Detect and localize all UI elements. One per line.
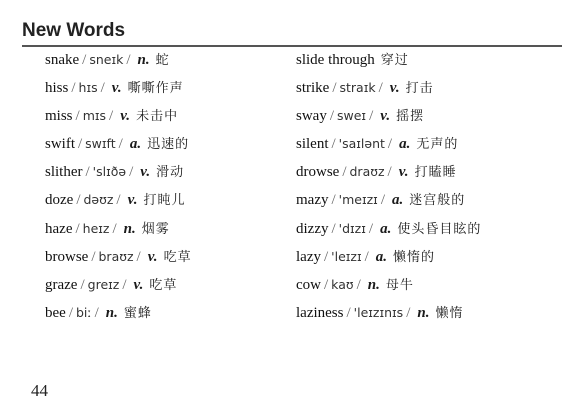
phonetic-slash: / bbox=[346, 304, 351, 321]
vocab-entry bbox=[296, 219, 481, 247]
phonetic-slash: / bbox=[369, 108, 374, 125]
entry-meaning: 打击 bbox=[405, 81, 434, 97]
entry-phonetic: heɪz bbox=[82, 220, 110, 236]
phonetic-slash: / bbox=[323, 248, 329, 265]
entry-part-of-speech: v. bbox=[380, 108, 391, 125]
phonetic-slash: / bbox=[122, 276, 127, 293]
entry-phonetic: draʊz bbox=[349, 164, 385, 180]
phonetic-slash: / bbox=[75, 108, 80, 125]
entry-phonetic: biː bbox=[76, 304, 92, 320]
entry-word: mazy bbox=[296, 192, 329, 209]
entry-word: snake bbox=[45, 52, 80, 68]
entry-word: laziness bbox=[296, 304, 344, 321]
phonetic-slash: / bbox=[331, 136, 336, 153]
phonetic-slash: / bbox=[331, 192, 336, 209]
entry-part-of-speech: a. bbox=[399, 136, 411, 153]
phonetic-slash: / bbox=[91, 248, 96, 265]
phonetic-slash: / bbox=[78, 136, 83, 153]
phonetic-slash: / bbox=[368, 220, 374, 237]
entry-word: swift bbox=[45, 136, 75, 153]
entry-phonetic: 'saɪlənt bbox=[338, 136, 385, 152]
entry-meaning: 穿过 bbox=[380, 53, 409, 68]
page-number: 44 bbox=[31, 381, 48, 400]
phonetic-slash: / bbox=[109, 108, 114, 125]
entry-word: haze bbox=[45, 220, 73, 237]
entry-word: strike bbox=[296, 80, 330, 97]
entry-part-of-speech: n. bbox=[123, 220, 136, 237]
vocab-entry bbox=[296, 247, 481, 275]
phonetic-slash: / bbox=[94, 304, 99, 321]
entry-phonetic: kaʊ bbox=[331, 276, 354, 292]
entry-part-of-speech: v. bbox=[127, 192, 138, 209]
header-rule bbox=[22, 45, 562, 47]
entry-meaning: 吃草 bbox=[163, 249, 192, 265]
phonetic-slash: / bbox=[342, 164, 347, 181]
phonetic-slash: / bbox=[126, 52, 131, 68]
entry-meaning: 迅速的 bbox=[147, 137, 190, 153]
entry-phonetic: braʊz bbox=[98, 248, 134, 264]
entry-part-of-speech: n. bbox=[137, 52, 150, 68]
phonetic-slash: / bbox=[68, 304, 73, 321]
vocab-entry bbox=[296, 303, 481, 331]
phonetic-slash: / bbox=[75, 220, 80, 237]
phonetic-slash: / bbox=[324, 276, 329, 293]
left-word-column bbox=[45, 50, 192, 331]
phonetic-slash: / bbox=[136, 248, 141, 265]
entry-part-of-speech: v. bbox=[389, 80, 400, 97]
entry-part-of-speech: v. bbox=[111, 80, 122, 97]
phonetic-slash: / bbox=[100, 80, 105, 97]
entry-word: miss bbox=[45, 108, 73, 125]
entry-word: slither bbox=[45, 164, 83, 181]
phonetic-slash: / bbox=[331, 220, 336, 237]
entry-word: dizzy bbox=[296, 220, 329, 237]
vocab-entry bbox=[296, 106, 481, 134]
entry-word: cow bbox=[296, 276, 321, 293]
entry-phonetic: greɪz bbox=[87, 276, 120, 292]
vocab-entry bbox=[45, 134, 192, 162]
phonetic-slash: / bbox=[406, 304, 411, 321]
entry-phonetic: 'leɪzɪnɪs bbox=[353, 304, 404, 320]
entry-word: browse bbox=[45, 248, 89, 265]
entry-phonetic: 'meɪzɪ bbox=[338, 192, 378, 208]
phonetic-slash: / bbox=[118, 136, 123, 153]
entry-meaning: 懒惰 bbox=[435, 305, 464, 321]
entry-meaning: 烟雾 bbox=[141, 221, 170, 237]
entry-part-of-speech: a. bbox=[375, 248, 388, 265]
entry-part-of-speech: a. bbox=[380, 220, 392, 237]
phonetic-slash: / bbox=[378, 80, 383, 97]
entry-phonetic: 'leɪzɪ bbox=[331, 248, 362, 264]
vocab-entry bbox=[296, 190, 481, 218]
vocab-entry bbox=[45, 219, 192, 247]
vocab-entry bbox=[45, 162, 192, 190]
vocab-entry bbox=[45, 78, 192, 106]
phonetic-slash: / bbox=[364, 248, 369, 265]
entry-phonetic: sweɪ bbox=[337, 108, 367, 124]
entry-part-of-speech: v. bbox=[120, 108, 131, 125]
entry-phonetic: sneɪk bbox=[89, 52, 124, 67]
entry-meaning: 使头昏目眩的 bbox=[397, 221, 482, 237]
entry-part-of-speech: a. bbox=[129, 136, 142, 153]
entry-meaning: 摇摆 bbox=[396, 109, 425, 125]
vocab-entry bbox=[296, 78, 481, 106]
vocab-entry bbox=[45, 50, 192, 78]
entry-meaning: 嘶嘶作声 bbox=[127, 81, 184, 97]
entry-word: graze bbox=[45, 276, 78, 293]
entry-part-of-speech: n. bbox=[105, 304, 118, 321]
entry-phonetic: 'dɪzɪ bbox=[338, 220, 366, 236]
section-title: New Words bbox=[22, 20, 126, 41]
entry-meaning: 无声的 bbox=[416, 137, 459, 153]
entry-phonetic: straɪk bbox=[339, 80, 376, 96]
section-header bbox=[22, 20, 562, 50]
entry-word: doze bbox=[45, 192, 74, 209]
entry-phonetic: hɪs bbox=[78, 80, 98, 96]
phonetic-slash: / bbox=[112, 220, 117, 237]
entry-meaning: 蛇 bbox=[155, 53, 170, 68]
phonetic-slash: / bbox=[80, 276, 85, 293]
entry-part-of-speech: v. bbox=[140, 164, 151, 181]
phonetic-slash: / bbox=[329, 108, 334, 125]
entry-part-of-speech: v. bbox=[147, 248, 158, 265]
entry-meaning: 母牛 bbox=[385, 277, 414, 293]
phonetic-slash: / bbox=[332, 80, 337, 97]
entry-phonetic: swɪft bbox=[85, 136, 116, 152]
vocab-entry bbox=[296, 134, 481, 162]
entry-word: silent bbox=[296, 136, 329, 153]
vocab-entry bbox=[45, 303, 192, 331]
entry-meaning: 蜜蜂 bbox=[123, 305, 152, 321]
entry-meaning: 吃草 bbox=[149, 277, 178, 293]
entry-part-of-speech: v. bbox=[133, 276, 144, 293]
phonetic-slash: / bbox=[76, 192, 81, 209]
vocab-entry bbox=[296, 50, 481, 78]
entry-part-of-speech: v. bbox=[398, 164, 409, 181]
entry-part-of-speech: a. bbox=[391, 192, 404, 209]
entry-word: lazy bbox=[296, 248, 321, 265]
entry-meaning: 未击中 bbox=[136, 109, 179, 125]
entry-meaning: 迷宫般的 bbox=[409, 193, 466, 209]
entry-meaning: 打瞌睡 bbox=[414, 165, 457, 181]
phonetic-slash: / bbox=[387, 136, 393, 153]
phonetic-slash: / bbox=[71, 80, 76, 97]
vocab-entry bbox=[45, 190, 192, 218]
entry-word: hiss bbox=[45, 80, 69, 97]
vocab-entry bbox=[296, 162, 481, 190]
vocab-entry bbox=[296, 275, 481, 303]
entry-phonetic: mɪs bbox=[82, 108, 107, 124]
vocab-entry bbox=[45, 247, 192, 275]
phonetic-slash: / bbox=[116, 192, 121, 209]
right-word-column bbox=[296, 50, 481, 331]
entry-meaning: 懒惰的 bbox=[393, 249, 436, 265]
entry-phonetic: 'slɪðə bbox=[92, 164, 127, 180]
phonetic-slash: / bbox=[387, 164, 392, 181]
entry-word: slide through bbox=[296, 52, 375, 68]
entry-part-of-speech: n. bbox=[367, 276, 380, 293]
entry-part-of-speech: n. bbox=[417, 304, 430, 321]
entry-meaning: 打盹儿 bbox=[143, 193, 186, 209]
phonetic-slash: / bbox=[129, 164, 134, 181]
entry-word: bee bbox=[45, 304, 66, 321]
entry-phonetic: dəʊz bbox=[83, 192, 114, 208]
phonetic-slash: / bbox=[85, 164, 90, 181]
entry-word: drowse bbox=[296, 164, 340, 181]
phonetic-slash: / bbox=[380, 192, 385, 209]
phonetic-slash: / bbox=[82, 52, 87, 68]
vocab-entry bbox=[45, 275, 192, 303]
vocab-entry bbox=[45, 106, 192, 134]
entry-meaning: 滑动 bbox=[156, 165, 185, 181]
entry-word: sway bbox=[296, 108, 327, 125]
phonetic-slash: / bbox=[356, 276, 361, 293]
